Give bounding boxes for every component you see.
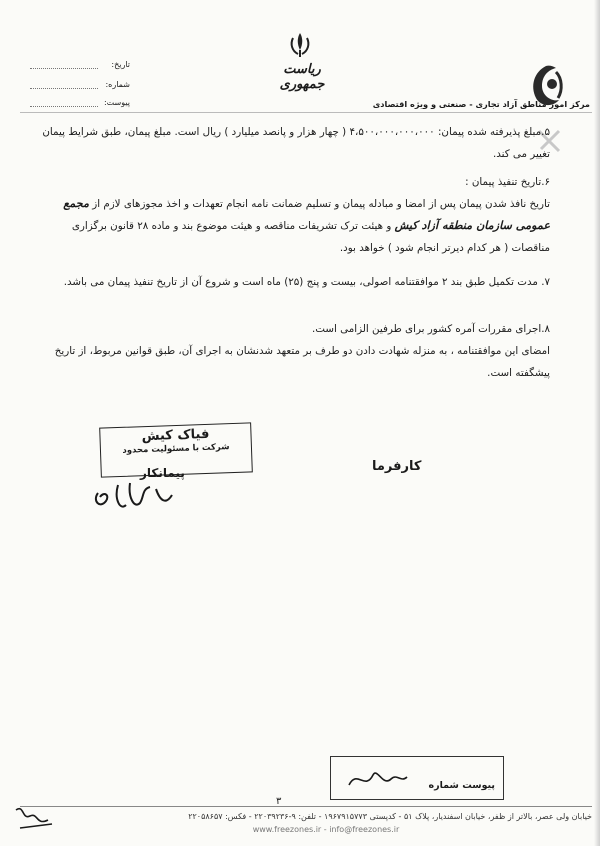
presidency-title: ریاست جمهوری: [279, 62, 325, 92]
clause-6-text-b: و هیئت ترک تشریفات مناقصه و هیئت موضوع بند و ماده ۲۸ قانون برگزاری مناقصات ( هر کدام دیرتر انجام شود ) خواهد بود.: [71, 220, 550, 254]
center-title: مرکز امور مناطق آزاد تجاری - صنعتی و ویژه اقتصادی: [372, 99, 590, 109]
iran-emblem-icon: [285, 30, 315, 60]
attachment-line: [30, 106, 98, 107]
footer: [60, 810, 592, 836]
number-field: [30, 80, 130, 94]
closing-statement: [40, 340, 550, 384]
clause-6-paragraph: [40, 193, 550, 259]
clause-7: [40, 271, 550, 293]
scan-edge: [594, 0, 600, 846]
receipt-box: [330, 756, 504, 800]
attachment-label: پیوست:: [103, 98, 130, 107]
closing-statement-text: امضای این موافقتنامه ، به منزله شهادت دادن دو طرف بر متعهد شدنشان به اجرای آن، طبق قوانین مربوط، از تاریخ پیشگفته است.: [54, 345, 550, 379]
clause-6-organization: مجمع عمومی سازمان منطقه آزاد کیش: [63, 197, 550, 232]
header-divider: [20, 112, 592, 113]
clause-8: [40, 318, 550, 340]
receipt-signature-icon: [343, 761, 413, 795]
date-line: [30, 68, 98, 69]
clause-5-text: ۵.مبلغ پذیرفته شده پیمان: ۴،۵۰۰،۰۰۰،۰۰۰،۰۰۰ ( چهار هزار و پانصد میلیارد ) ریال است. مبلغ پیمان، طبق شرایط پیمان تغییر می کند.: [42, 126, 550, 160]
clause-6-title-text: ۶.تاریخ تنفیذ پیمان :: [465, 176, 550, 188]
footer-divider: [20, 806, 592, 807]
attachment-field: [30, 98, 130, 112]
date-label: تاریخ:: [111, 60, 130, 69]
receipt-label: پیوست شماره: [428, 780, 495, 791]
page-number: ۳: [276, 796, 282, 807]
contractor-signature-icon: [90, 475, 200, 520]
footer-address: خیابان ولی عصر، بالاتر از ظفر، خیابان اسفندیار، پلاک ۵۱ - کدپستی ۱۹۶۷۹۱۵۷۷۳ - تلفن: ۹-۲۲۰۳۹۲۳۶ - فکس: ۲۲۰۵۸۶۵۷: [188, 812, 592, 821]
stamp-company-type: شرکت با مسئولیت محدود: [122, 442, 230, 456]
date-field: [30, 60, 130, 74]
footer-website: www.freezones.ir - info@freezones.ir: [252, 825, 400, 834]
stamp-company: فیاک کیش: [141, 426, 210, 445]
clause-6-title: [40, 171, 550, 193]
clause-6-text-a: تاریخ نافذ شدن پیمان پس از امضا و مبادله پیمان و تسلیم ضمانت نامه انجام تعهدات و اخذ مجوزهای لازم از: [92, 198, 550, 210]
clause-5: [40, 121, 550, 165]
number-label: شماره:: [105, 80, 130, 89]
clause-8-text: ۸.اجرای مقررات آمره کشور برای طرفین الزامی است.: [311, 323, 550, 335]
handwritten-mark-icon: [12, 800, 56, 834]
number-line: [30, 88, 98, 89]
contractor-label: پیمانکار: [140, 466, 185, 480]
clause-7-text: ۷. مدت تکمیل طبق بند ۲ موافقتنامه اصولی، بیست و پنج (۲۵) ماه است و شروع آن از تاریخ تنفیذ پیمان می باشد.: [63, 276, 550, 288]
clause-6: [40, 193, 550, 259]
employer-label: کارفرما: [372, 459, 422, 474]
